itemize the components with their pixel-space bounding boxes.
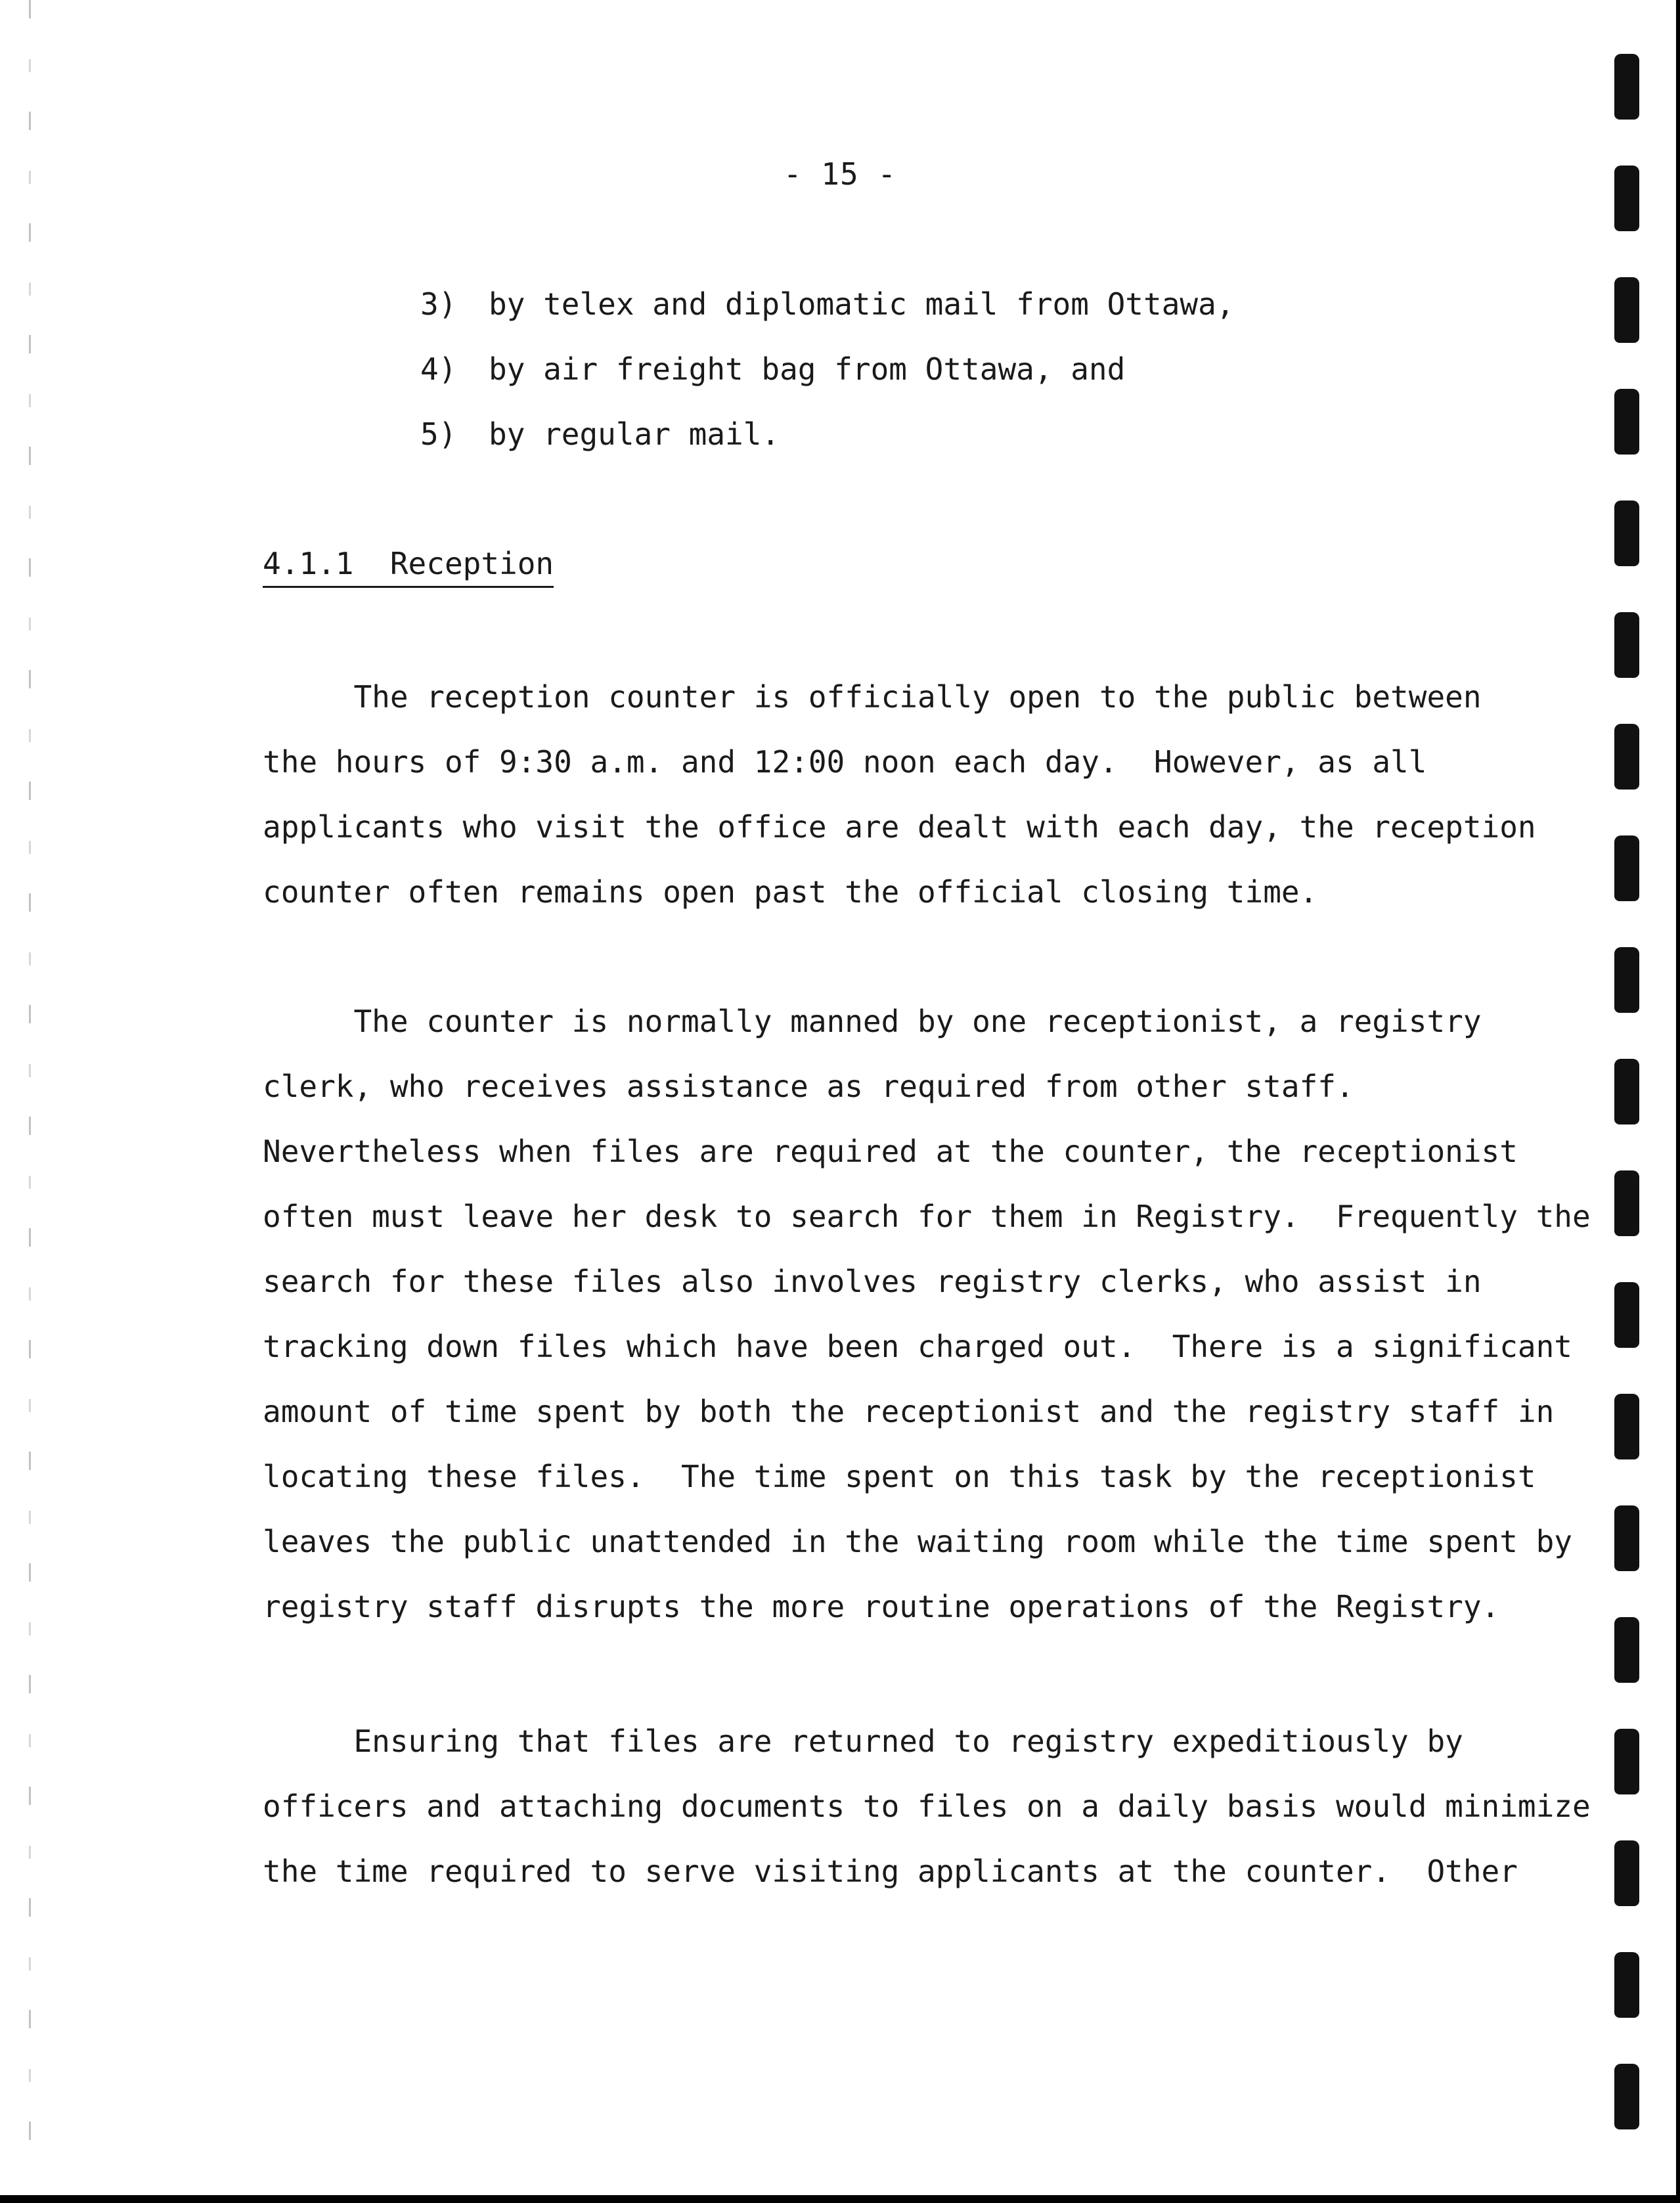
paragraph-line: registry staff disrupts the more routine operations of the Registry. <box>263 1589 1500 1624</box>
paragraph-reception-hours <box>263 677 1536 937</box>
paragraph-line: Ensuring that files are returned to registry expeditiously by <box>263 1724 1463 1759</box>
paragraph-line: Nevertheless when files are required at the counter, the receptionist <box>263 1134 1518 1169</box>
binding-hole <box>1614 1394 1639 1459</box>
binding-holes <box>1614 0 1645 2203</box>
scan-left-edge <box>29 0 31 2168</box>
binding-hole <box>1614 1840 1639 1906</box>
binding-hole <box>1614 389 1639 455</box>
paragraph-line: counter often remains open past the official closing time. <box>263 874 1318 910</box>
binding-hole <box>1614 1729 1639 1794</box>
paragraph-line: officers and attaching documents to files on a daily basis would minimize <box>263 1789 1591 1824</box>
paragraph-line: search for these files also involves registry clerks, who assist in <box>263 1264 1482 1299</box>
scan-right-border <box>1676 0 1680 2203</box>
binding-hole <box>1614 54 1639 120</box>
paragraph-line: leaves the public unattended in the waiting room while the time spent by <box>263 1524 1572 1559</box>
binding-hole <box>1614 1059 1639 1124</box>
scan-bottom-border <box>0 2195 1680 2203</box>
list-item-text: by air freight bag from Ottawa, and <box>489 351 1126 387</box>
binding-hole <box>1614 947 1639 1013</box>
binding-hole <box>1614 1170 1639 1236</box>
paragraph-line: often must leave her desk to search for them in Registry. Frequently the <box>263 1199 1591 1234</box>
list-item-number: 5) <box>420 416 457 452</box>
binding-hole <box>1614 612 1639 678</box>
paragraph-line: The reception counter is officially open to the public between <box>263 679 1482 715</box>
paragraph-file-returns <box>263 1721 1591 1916</box>
binding-hole <box>1614 2064 1639 2129</box>
paragraph-line: applicants who visit the office are dealt with each day, the reception <box>263 809 1536 845</box>
binding-hole <box>1614 1952 1639 2018</box>
list-item-text: by regular mail. <box>489 416 780 452</box>
delivery-methods-list <box>420 284 1234 479</box>
paragraph-line: tracking down files which have been charged out. There is a significant <box>263 1329 1572 1364</box>
binding-hole <box>1614 724 1639 790</box>
list-item-text: by telex and diplomatic mail from Ottawa, <box>489 286 1235 322</box>
paragraph-line: clerk, who receives assistance as required from other staff. <box>263 1069 1354 1104</box>
page-number: - 15 - <box>783 156 897 192</box>
list-item-number: 4) <box>420 351 457 387</box>
section-heading: 4.1.1 Reception <box>263 545 554 588</box>
binding-hole <box>1614 1617 1639 1683</box>
paragraph-counter-staffing <box>263 1001 1591 1651</box>
paragraph-line: the hours of 9:30 a.m. and 12:00 noon each day. However, as all <box>263 744 1427 780</box>
list-item <box>420 284 1234 349</box>
paragraph-line: The counter is normally manned by one receptionist, a registry <box>263 1004 1482 1039</box>
paragraph-line: amount of time spent by both the receptionist and the registry staff in <box>263 1394 1555 1429</box>
list-item-number: 3) <box>420 286 457 322</box>
list-item <box>420 414 1234 479</box>
binding-hole <box>1614 277 1639 343</box>
binding-hole <box>1614 835 1639 901</box>
list-item <box>420 349 1234 414</box>
binding-hole <box>1614 1505 1639 1571</box>
paragraph-line: locating these files. The time spent on this task by the receptionist <box>263 1459 1536 1494</box>
binding-hole <box>1614 501 1639 566</box>
paragraph-line: the time required to serve visiting applicants at the counter. Other <box>263 1854 1518 1889</box>
binding-hole <box>1614 1282 1639 1348</box>
